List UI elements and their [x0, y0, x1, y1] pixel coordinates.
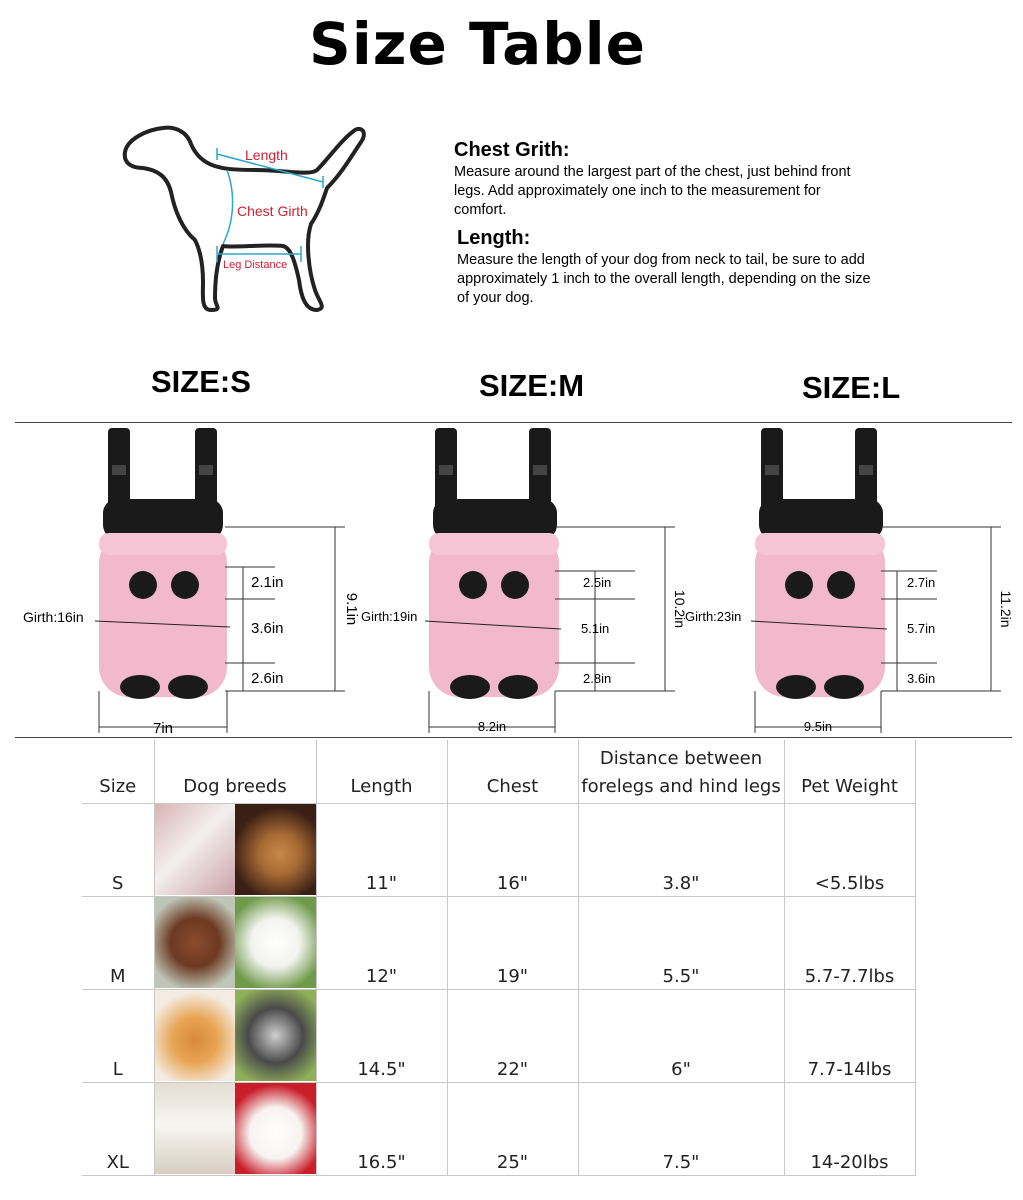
carrier-l-top-dim: 2.7in — [907, 575, 936, 590]
cell-dog-breeds — [154, 990, 316, 1083]
dog-photo-corgi — [155, 990, 236, 1081]
dog-photo-poodle — [155, 897, 236, 988]
carrier-s-bottom-dim: 2.6in — [251, 670, 284, 687]
length-heading: Length: — [457, 227, 531, 249]
cell-dog-breeds — [154, 1083, 316, 1176]
carrier-s-height: 9.1in — [343, 592, 360, 626]
chest-girth-text: Measure around the largest part of the chest, just behind front legs. Add approximately one inch to the measurement for comfort. — [454, 164, 851, 218]
cell-dog-breeds — [154, 804, 316, 897]
divider-bottom — [15, 737, 1012, 738]
header-size: Size — [82, 740, 154, 804]
cell-dog-breeds — [154, 897, 316, 990]
header-distance: Distance between forelegs and hind legs — [578, 740, 784, 804]
carrier-m-girth: Girth:19in — [361, 609, 418, 624]
carrier-l-diagram — [685, 423, 1015, 737]
table-row — [82, 897, 915, 990]
cell-weight: <5.5lbs — [784, 804, 915, 897]
cell-chest: 19" — [447, 897, 578, 990]
table-header-row — [82, 740, 915, 804]
dog-photo-standard-poodle — [155, 1083, 236, 1174]
carrier-s-diagram — [15, 423, 360, 737]
carrier-l-mid-dim: 5.7in — [907, 621, 936, 636]
dog-measurement-diagram — [105, 112, 375, 322]
carrier-l-bottom-dim: 3.6in — [907, 671, 936, 686]
carrier-m-diagram — [355, 423, 688, 737]
cell-chest: 25" — [447, 1083, 578, 1176]
dog-photo-pomeranian — [235, 897, 316, 988]
header-pet-weight: Pet Weight — [784, 740, 915, 804]
size-l-heading: SIZE:L — [802, 370, 901, 405]
carrier-s-top-dim: 2.1in — [251, 574, 284, 591]
cell-chest: 22" — [447, 990, 578, 1083]
cell-weight: 14-20lbs — [784, 1083, 915, 1176]
header-chest: Chest — [447, 740, 578, 804]
cell-chest: 16" — [447, 804, 578, 897]
cell-length: 11" — [316, 804, 447, 897]
carrier-icon — [755, 428, 885, 699]
cell-size: L — [82, 990, 154, 1083]
dog-photo-chihuahua — [235, 804, 316, 895]
cell-distance: 3.8" — [578, 804, 784, 897]
dog-photo-maltese — [155, 804, 236, 895]
chest-girth-heading: Chest Grith: — [454, 139, 570, 161]
cell-length: 14.5" — [316, 990, 447, 1083]
carrier-s-girth: Girth:16in — [23, 609, 84, 625]
leg-distance-label: Leg Distance — [223, 259, 288, 271]
cell-weight: 5.7-7.7lbs — [784, 897, 915, 990]
carrier-l-width: 9.5in — [803, 719, 833, 734]
cell-distance: 6" — [578, 990, 784, 1083]
carrier-l-girth: Girth:23in — [685, 609, 742, 624]
carrier-m-width: 8.2in — [477, 719, 507, 734]
size-m-heading: SIZE:M — [479, 368, 585, 403]
carrier-m-mid-dim: 5.1in — [581, 621, 610, 636]
size-table — [82, 740, 916, 1176]
header-dog-breeds: Dog breeds — [154, 740, 316, 804]
cell-distance: 5.5" — [578, 897, 784, 990]
carrier-m-height: 10.2in — [672, 589, 688, 629]
carrier-l-height: 11.2in — [998, 590, 1014, 628]
cell-length: 16.5" — [316, 1083, 447, 1176]
cell-distance: 7.5" — [578, 1083, 784, 1176]
dog-photo-schnauzer — [235, 990, 316, 1081]
header-length: Length — [316, 740, 447, 804]
table-row — [82, 1083, 915, 1176]
cell-length: 12" — [316, 897, 447, 990]
carrier-s-width: 7in — [152, 720, 174, 737]
length-text: Measure the length of your dog from neck to tail, be sure to add approximately 1 inch to the overall length, depending on the size of your dog. — [457, 252, 871, 306]
size-s-heading: SIZE:S — [151, 364, 251, 399]
carrier-icon — [429, 428, 559, 699]
table-row — [82, 990, 915, 1083]
carrier-icon — [99, 428, 227, 699]
cell-weight: 7.7-14lbs — [784, 990, 915, 1083]
carrier-m-bottom-dim: 2.8in — [583, 671, 612, 686]
table-row — [82, 804, 915, 897]
cell-size: XL — [82, 1083, 154, 1176]
dog-photo-bichon — [235, 1083, 316, 1174]
cell-size: M — [82, 897, 154, 990]
carrier-s-mid-dim: 3.6in — [251, 620, 284, 637]
chest-girth-label: Chest Girth — [237, 203, 308, 219]
cell-size: S — [82, 804, 154, 897]
page-title: Size Table — [309, 10, 646, 78]
length-label: Length — [245, 147, 288, 163]
carrier-m-top-dim: 2.5in — [583, 575, 612, 590]
